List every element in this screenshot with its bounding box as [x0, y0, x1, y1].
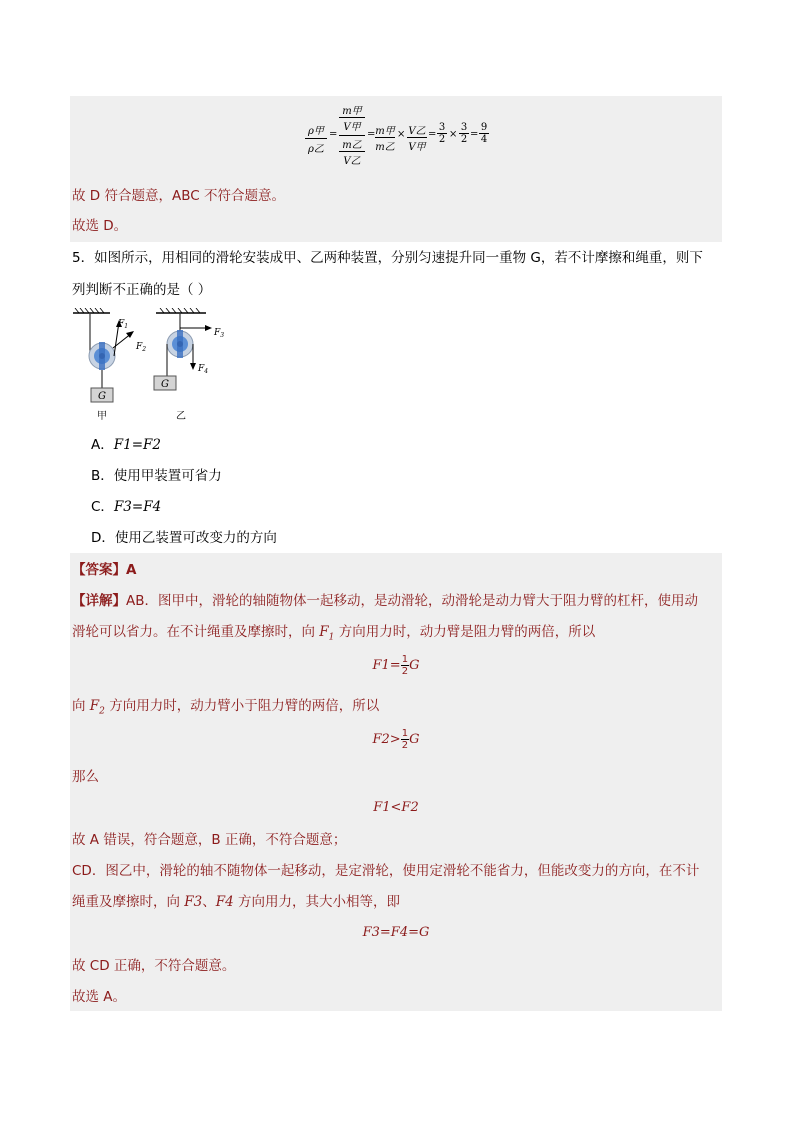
ratio-a-den: 2	[438, 134, 446, 145]
ratio-b-den: 2	[460, 134, 468, 145]
eq1-den: 2	[401, 666, 409, 677]
equation-f2	[70, 728, 722, 751]
question-text-line1: 5．如图所示，用相同的滑轮安装成甲、乙两种装置，分别匀速提升同一重物 G，若不计摩擦和绳重，则下	[72, 250, 703, 266]
label-f2: $F_2$	[136, 342, 147, 353]
option-c-letter: C．	[91, 499, 114, 515]
detail-line9: 故选 A。	[72, 989, 127, 1005]
ratio-a-num: 3	[438, 122, 446, 133]
eq1-fraction	[401, 654, 409, 677]
detail-f1: F	[319, 624, 329, 640]
eq1-lhs: F1=	[372, 658, 401, 673]
m-jia-2: m甲	[375, 126, 395, 137]
detail-line5: 故 A 错误，符合题意，B 正确，不符合题意；	[72, 832, 347, 848]
v-yi: V乙	[343, 156, 361, 167]
detail-line6	[72, 862, 699, 880]
rho-jia: ρ甲	[308, 126, 324, 137]
option-c	[91, 498, 161, 516]
detail-f4: F4	[215, 894, 234, 910]
question-text-line2: 列判断不正确的是（ ）	[72, 282, 212, 298]
detail-text-3a: 向	[72, 698, 90, 714]
detail-tag: 【详解】	[72, 593, 126, 609]
rho-yi: ρ乙	[308, 144, 324, 155]
detail-line8: 故 CD 正确，不符合题意。	[72, 958, 236, 974]
v-jia-2: V甲	[408, 142, 426, 153]
detail-line3	[72, 697, 379, 721]
detail-text-2a: 滑轮可以省力。在不计绳重及摩擦时，向	[72, 624, 320, 640]
option-a-text: F1=F2	[113, 437, 161, 453]
detail-line7	[72, 893, 400, 911]
eq2-rhs: G	[409, 732, 420, 747]
detail-text-3b: 方向用力时，动力臂小于阻力臂的两倍，所以	[104, 698, 380, 714]
detail-text-1: AB．图甲中，滑轮的轴随物体一起移动，是动滑轮，动滑轮是动力臂大于阻力臂的杠杆，使用动	[126, 593, 698, 609]
eq2-num: 1	[401, 728, 409, 739]
option-b-letter: B．	[91, 468, 114, 484]
option-b-text: 使用甲装置可省力	[113, 468, 222, 484]
label-yi: 乙	[176, 411, 186, 422]
label-f3: $F_3$	[214, 328, 225, 339]
option-a	[91, 436, 161, 454]
answer-block	[70, 553, 722, 1011]
prev-conclusion: 故 D 符合题意，ABC 不符合题意。	[72, 188, 285, 204]
result-den: 4	[480, 134, 488, 145]
eq2-fraction	[401, 728, 409, 751]
detail-f1-sub: 1	[328, 632, 335, 643]
equation-f1	[70, 654, 722, 677]
result-num: 9	[480, 122, 488, 133]
pulley-yi	[154, 308, 224, 422]
density-ratio-formula: ρ甲 ρ乙 = m甲 V甲 m乙 V乙 = m甲 m乙 × V乙 V甲 = 3 2 × 3 2 = 9 4	[305, 102, 495, 174]
weight-yi-label: G	[161, 379, 169, 390]
option-d-letter: D．	[91, 530, 115, 546]
detail-sep: 、	[202, 894, 216, 910]
m-yi: m乙	[342, 140, 362, 151]
v-yi-2: V乙	[408, 126, 426, 137]
m-jia: m甲	[342, 106, 362, 117]
pulley-jia	[73, 308, 146, 422]
m-yi-2: m乙	[375, 142, 395, 153]
option-c-text: F3=F4	[113, 499, 162, 515]
ratio-b-num: 3	[460, 122, 468, 133]
detail-text-6: CD．图乙中，滑轮的轴不随物体一起移动，是定滑轮，使用定滑轮不能省力，但能改变力的方向，在不计	[72, 863, 700, 879]
detail-f3: F3	[184, 894, 203, 910]
prev-choose: 故选 D。	[72, 218, 128, 234]
equation-f3-f4: F3=F4=G	[362, 925, 430, 940]
detail-line2	[72, 623, 595, 647]
eq2-den: 2	[401, 740, 409, 751]
detail-f2-sub: 2	[99, 706, 105, 717]
label-f1: $F_1$	[118, 319, 129, 330]
option-a-letter: A．	[91, 437, 114, 453]
answer-tag: 【答案】A	[72, 562, 137, 578]
label-jia: 甲	[97, 411, 107, 422]
detail-line1	[72, 592, 698, 610]
option-d	[91, 529, 277, 547]
label-f4: $F_4$	[198, 364, 209, 375]
eq1-rhs: G	[409, 658, 420, 673]
option-d-text: 使用乙装置可改变力的方向	[114, 530, 277, 546]
detail-text-2b: 方向用力时，动力臂是阻力臂的两倍，所以	[334, 624, 596, 640]
weight-jia-label: G	[98, 391, 106, 402]
eq2-lhs: F2>	[372, 732, 401, 747]
detail-f2: F	[89, 698, 100, 714]
detail-line4: 那么	[72, 769, 99, 785]
pulley-figure	[68, 308, 238, 426]
equation-compare: F1<F2	[373, 800, 419, 815]
v-jia: V甲	[343, 122, 361, 133]
detail-text-7b: 方向用力，其大小相等，即	[233, 894, 401, 910]
eq1-num: 1	[401, 654, 409, 665]
detail-text-7a: 绳重及摩擦时，向	[72, 894, 185, 910]
option-b	[91, 467, 222, 485]
